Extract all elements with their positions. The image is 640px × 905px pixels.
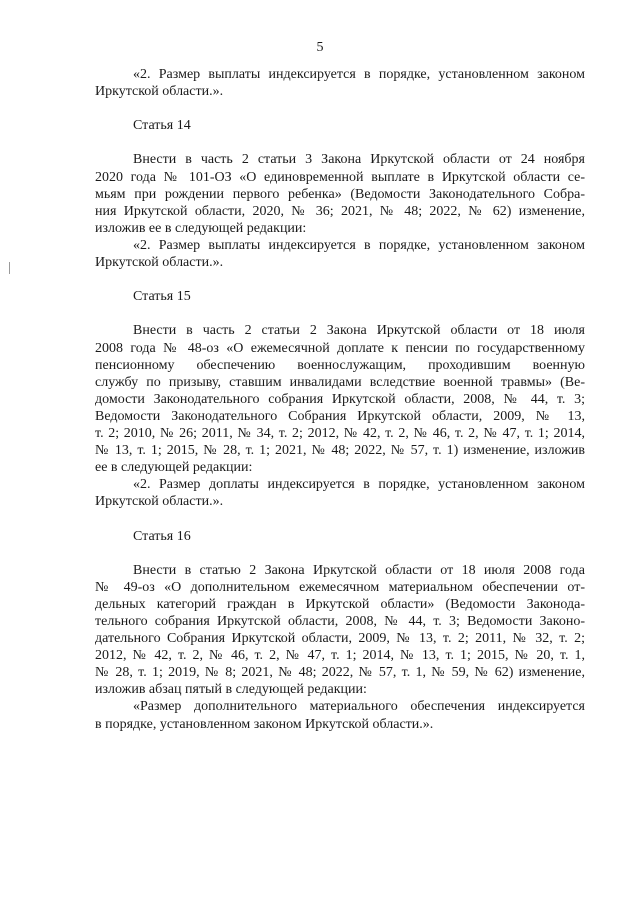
- text-line: «Размер дополнительного материального обеспечения индексируется: [133, 699, 585, 715]
- text-line: изложив ее в следующей редакции:: [95, 220, 307, 236]
- text-line: № 49-оз «О дополнительном ежемесячном материальном обеспечении от-: [95, 579, 585, 595]
- article-heading: Статья 14: [133, 118, 191, 134]
- text-line: 2020 года № 101-ОЗ «О единовременной выплате в Иркутской области се-: [95, 169, 585, 185]
- blank-line: [95, 134, 585, 151]
- text-line: Внести в статью 2 Закона Иркутской области от 18 июля 2008 года: [133, 562, 585, 578]
- text-line: ее в следующей редакции:: [95, 460, 253, 476]
- text-line: № 13, т. 1; 2015, № 28, т. 1; 2021, № 48; 2022, № 57, т. 1) изменение, изложив: [95, 443, 585, 459]
- scan-margin-mark: [9, 262, 10, 274]
- text-line: Внести в часть 2 статьи 3 Закона Иркутской области от 24 ноября: [133, 152, 585, 168]
- text-line: «2. Размер доплаты индексируется в порядке, установленном законом: [133, 477, 585, 493]
- text-line: 2008 года № 48-оз «О ежемесячной доплате к пенсии по государственному: [95, 340, 585, 356]
- text-line: дательного Собрания Иркутской области, 2009, № 13, т. 2; 2011, № 32, т. 2;: [95, 631, 585, 647]
- blank-line: [95, 100, 585, 117]
- text-line: № 28, т. 1; 2019, № 8; 2021, № 48; 2022, № 57, т. 1, № 59, № 62) изменение,: [95, 665, 585, 681]
- text-line: службу по призыву, ставшим инвалидами вследствие военной травмы» (Ве-: [95, 374, 585, 390]
- blank-line: [95, 510, 585, 527]
- text-line: Иркутской области.».: [95, 494, 224, 510]
- text-line: Иркутской области.».: [95, 255, 224, 271]
- text-line: Иркутской области.».: [95, 84, 224, 100]
- text-line: дельных категорий граждан в Иркутской области» (Ведомости Законода-: [95, 596, 585, 612]
- text-line: 2012, № 42, т. 2, № 46, т. 2, № 47, т. 1; 2014, № 13, т. 1; 2015, № 20, т. 1,: [95, 648, 585, 664]
- text-line: Ведомости Законодательного Собрания Иркутской области, 2009, № 13,: [95, 408, 585, 424]
- text-line: в порядке, установленном законом Иркутской области.».: [95, 716, 434, 732]
- text-line: «2. Размер выплаты индексируется в порядке, установленном законом: [133, 237, 585, 253]
- text-line: изложив абзац пятый в следующей редакции:: [95, 682, 367, 698]
- text-line: Внести в часть 2 статьи 2 Закона Иркутской области от 18 июля: [133, 323, 585, 339]
- text-line: пенсионному обеспечению военнослужащим, проходившим военную: [95, 357, 585, 373]
- text-line: т. 2; 2010, № 26; 2011, № 34, т. 2; 2012, № 42, т. 2, № 46, т. 2, № 47, т. 1; 2014,: [95, 425, 585, 441]
- article-heading: Статья 15: [133, 289, 191, 305]
- article-heading: Статья 16: [133, 528, 191, 544]
- document-body: [95, 66, 585, 733]
- blank-line: [95, 305, 585, 322]
- page-number: 5: [316, 40, 324, 55]
- text-line: «2. Размер выплаты индексируется в порядке, установленном законом: [133, 67, 585, 82]
- text-line: мьям при рождении первого ребенка» (Ведомости Законодательного Собра-: [95, 186, 585, 202]
- text-line: тельного собрания Иркутской области, 2008, № 44, т. 3; Ведомости Законо-: [95, 614, 585, 629]
- blank-line: [95, 545, 585, 562]
- text-line: домости Законодательного собрания Иркутской области, 2008, № 44, т. 3;: [95, 391, 585, 407]
- text-line: ния Иркутской области, 2020, № 36; 2021, № 48; 2022, № 62) изменение,: [95, 203, 585, 219]
- blank-line: [95, 271, 585, 288]
